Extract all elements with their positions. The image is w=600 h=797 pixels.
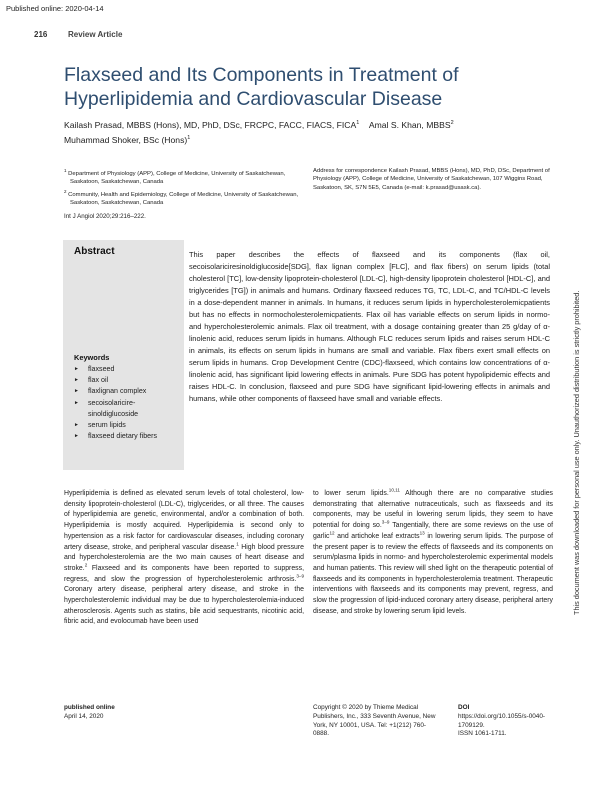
page-number-value: 216 [34,30,48,39]
keyword-list [74,364,184,442]
keyword-item: ► flaxseed [74,364,184,375]
keywords-heading: Keywords [74,353,110,362]
citation-ref: 2 [84,562,88,568]
footer-published-date: April 14, 2020 [64,712,104,720]
body-text: in lowering serum lipids. The purpose of the present paper is to review the effects of flaxseeds and its components on serum/plasma lipids in normo- and hypercholesterolemic experimental models and human patients. This review will shed light on the therapeutic potential of flaxseeds and its components in hypercholesterolemia treatment. Therapeutic interventions with flaxseeds and its components may prevent, regress, and slow the progression of lipid-induced coronary artery disease, peripheral artery disease, and stroke by lowering serum lipid levels. [313,532,553,615]
affiliation-2-mark: 2 [64,188,67,194]
journal-citation: Int J Angiol 2020;29:216–222. [64,213,146,220]
body-text: and artichoke leaf extracts [334,532,420,540]
affiliation-1-text: Department of Physiology (APP), College of Medicine, University of Saskatchewan, Saskatoon, Saskatchewan, Canada [68,170,286,186]
keyword-item: ► flax oil [74,375,184,386]
keyword-item: ► serum lipids [74,420,184,431]
footer-doi [458,704,568,739]
author-3: Muhammad Shoker, BSc (Hons) [64,135,188,146]
footer-copyright: Copyright © 2020 by Thieme Medical Publishers, Inc., 333 Seventh Avenue, New York, NY 10001, USA. Tel: +1(212) 760-0888. [313,704,436,738]
keyword-item: ► flaxlignan complex [74,386,184,397]
footer-doi-label: DOI [458,704,470,711]
download-notice: This document was downloaded for personal use only. Unauthorized distribution is strictly prohibited. [572,290,581,615]
citation-ref: 10,11 [388,487,400,493]
author-2-affil: 2 [450,120,454,126]
footer-published-label: published online [64,704,115,711]
author-3-affil: 1 [187,135,191,142]
article-title: Flaxseed and Its Components in Treatment of Hyperlipidemia and Cardiovascular Disease [64,64,459,110]
citation-ref: 3–9 [381,519,390,525]
page-number [34,30,47,39]
abstract-heading: Abstract [74,246,115,257]
body-text: to lower serum lipids. [313,490,389,497]
footer-published [64,704,115,722]
correspondence-address: Address for correspondence Kailash Prasad, MBBS (Hons), MD, PhD, DSc, Department of Physiology (APP), College of Medicine, University of Saskatchewan, 107 Wiggins Road, Saskatoon, SK, S7N 5E5, Canada (e-mail: k.prasad@usask.ca). [313,168,550,191]
affiliations [64,167,304,208]
affiliation-1 [64,167,304,187]
footer-issn: ISSN 1061-1711. [458,730,507,738]
body-text: Tangentially, there are some reviews on the use of garlic [313,522,553,540]
author-list [64,117,544,148]
published-online-top: Published online: 2020-04-14 [6,4,104,13]
body-text: Although there are no comparative studies demonstrating that alternative nutraceuticals, such as flaxseeds and its components, may be useful in lowering serum lipids, they seem to have potential for doing so. [313,490,553,530]
article-type: Review Article [68,30,123,39]
author-2: Amal S. Khan, MBBS [368,119,451,130]
affiliation-2 [64,188,304,208]
citation-ref: 13 [419,530,425,536]
keyword-item: ► flaxseed dietary fibers [74,431,184,442]
citation-ref: 12 [329,530,335,536]
affiliation-1-mark: 1 [64,168,67,173]
body-text: Coronary artery disease, peripheral artery disease, and stroke in the hypercholesterolemic individual may be due to hypercholesterolemia-induced atherosclerosis. Agents such as statins, bile acid sequestrants, nicotinic acid, fibric acid, and evolocumab have been used [64,586,304,626]
body-text: High blood pressure and hypercholesterolemia are the two main causes of heart disease and stroke. [64,543,304,572]
body-column-left [64,489,304,628]
body-text: Hyperlipidemia is defined as elevated serum levels of total cholesterol, low-density lipoprotein-cholesterol (LDL-C), triglycerides, or all three. The causes of hyperlipidemia are genetic, environmental, and/or a combination of both. Hyperlipidemia is mostly acquired. Hyperlipidemia is second only to hypertension as a risk factor for cardiovascular diseases, including coronary artery disease, stroke, and peripheral vascular disease. [64,490,304,551]
keyword-item: ► secoisolaricire-sinoldiglucoside [74,398,184,420]
body-column-right [313,489,553,617]
body-text: Flaxseed and its components have been reported to suppress, regress, and slow the progression of hypercholesterolemic arthrosis. [64,564,304,583]
citation-ref: 1 [236,541,239,547]
affiliation-2-text: Community, Health and Epidemiology, College of Medicine, University of Saskatchewan, Saskatoon, Saskatchewan, Canada [68,191,299,206]
author-1-affil: 1 [356,120,360,126]
doi-link[interactable]: https://doi.org/10.1055/s-0040-1709129. [458,712,546,729]
author-1: Kailash Prasad, MBBS (Hons), MD, PhD, DSc, FRCPC, FACC, FIACS, FICA [64,119,357,130]
citation-ref: 3–9 [296,573,304,579]
abstract-text: This paper describes the effects of flaxseed and its components (flax oil, secoisolariciresinoldiglucoside[SDG], flax lignan complex [FLC], and flax fibers) on serum lipids (total cholesterol [TC], low-density lipoprotein-cholesterol [LDL-C], high-density lipoprotein cholesterol [HDL-C], and triglycerides [TG]) in animals and humans. Ordinary flaxseed reduces TG, TC, LDL-C, and TC/HDL-C levels in a dose-dependent manner in animals. In humans, it reduces serum lipids in hypercholesterolemicpatients but has no effects in normocholesterolemicpatients. Flax oil has variable effects on serum lipids in normo- and hypercholesterolemic animals. Flax oil treatment, with a dosage containing greater than 25 g/day of α-linolenic acid, reduces serum lipids in humans. Although FLC reduces serum lipids and raises serum HDL-C in animals, its effects on serum lipids in humans are small and variable. Flax fibers exert small effects on serum lipids in humans. Crop Development Centre (CDC)-flaxseed, which contains low concentrations of α-linolenic acid, has significant lipid lowering effects in animals. Pure SDG has potent hypolipidemic effects and raises HDL-C. In conclusion, flaxseed and pure SDG have significant lipid-lowering effects in animals and humans, while other components of flaxseed have small and variable effects. [189,250,550,403]
